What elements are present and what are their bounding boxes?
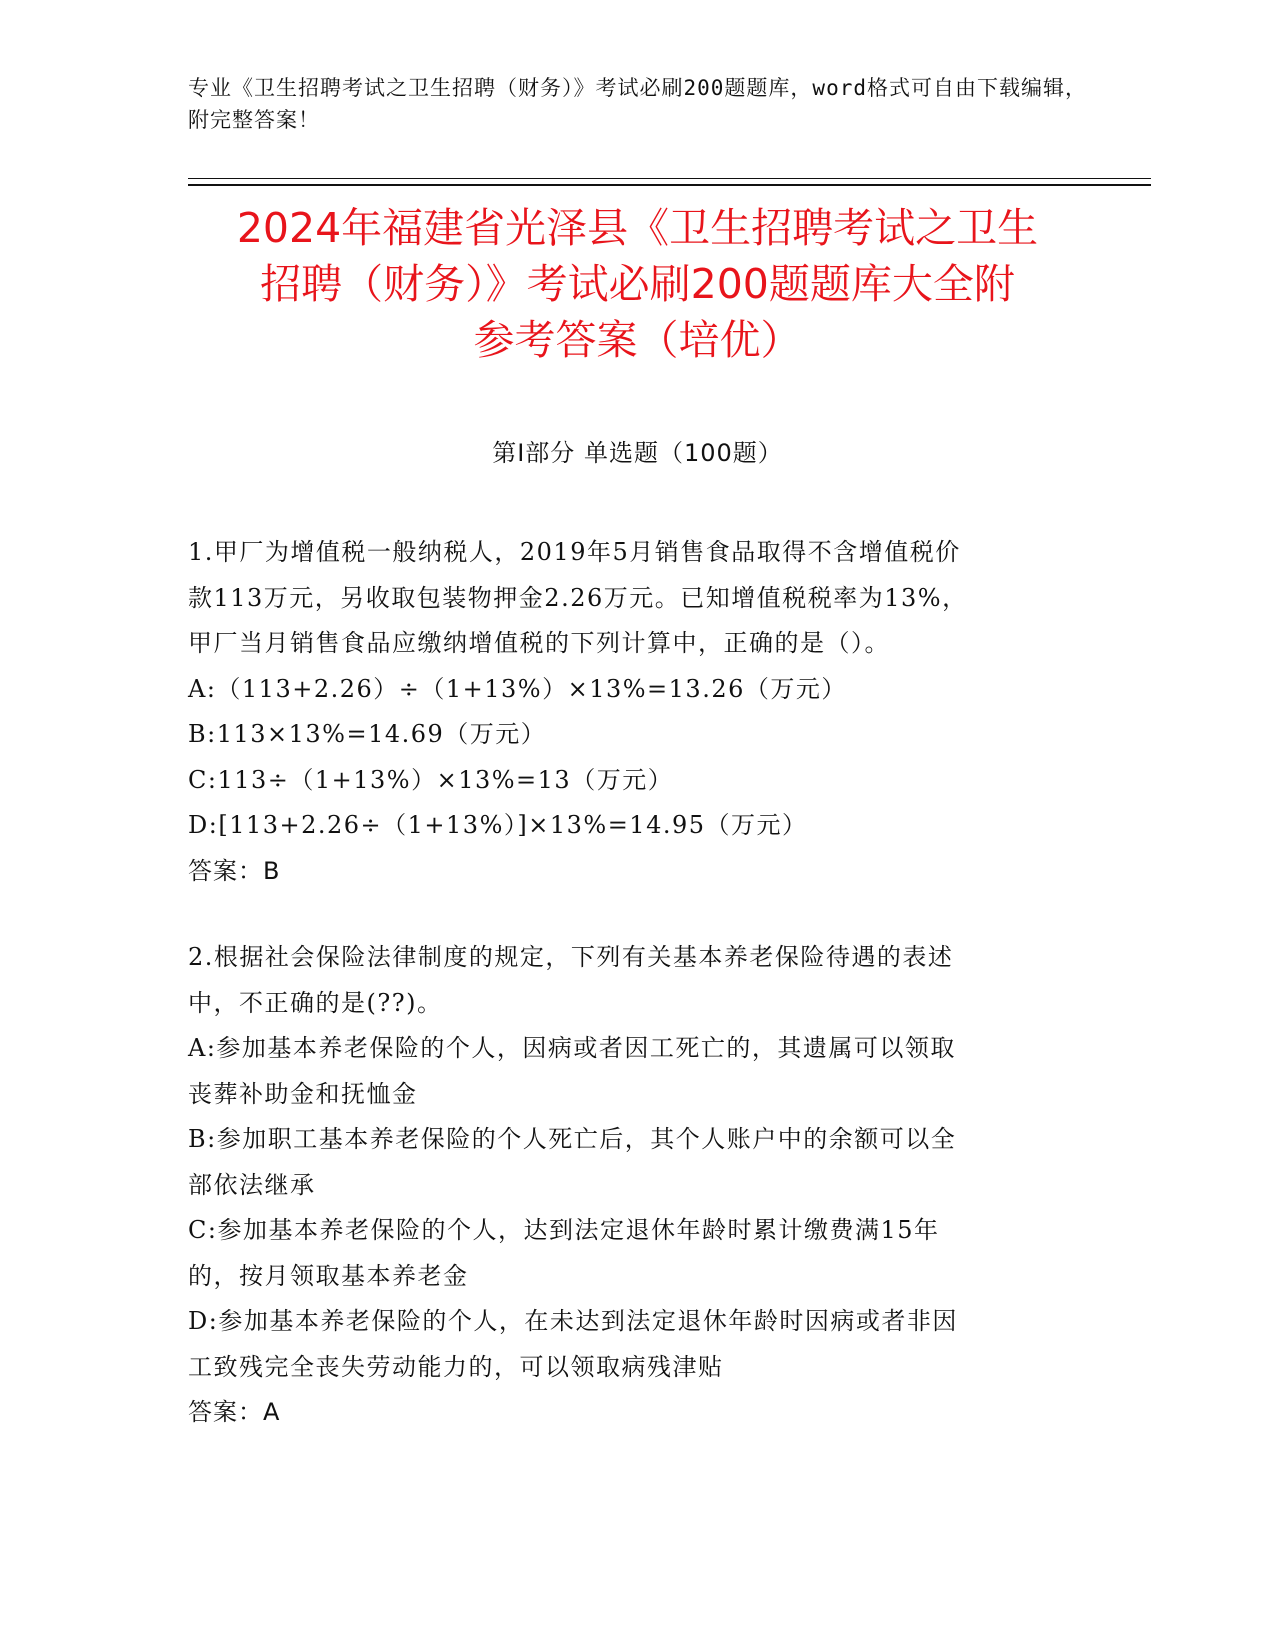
option-d: D:参加基本养老保险的个人，在未达到法定退休年龄时因病或者非因 xyxy=(188,1307,958,1335)
document-title-line: 参考答案（培优） xyxy=(473,316,802,364)
header-note: 专业《卫生招聘考试之卫生招聘（财务）》考试必刷200题题库，word格式可自由下载编辑，附完整答案！ xyxy=(188,76,1087,132)
question-stem-line: 中，不正确的是(??)。 xyxy=(188,988,443,1017)
question-stem-line: 甲厂当月销售食品应缴纳增值税的下列计算中，正确的是（）。 xyxy=(188,629,890,657)
answer-line: 答案：A xyxy=(188,1398,281,1426)
question-stem-line: 2.根据社会保险法律制度的规定，下列有关基本养老保险待遇的表述 xyxy=(188,943,954,971)
option-d-continued: 工致残完全丧失劳动能力的，可以领取病残津贴 xyxy=(188,1352,724,1381)
question-stem-line: 1.甲厂为增值税一般纳税人，2019年5月销售食品取得不含增值税价 xyxy=(188,538,961,566)
header-divider-thin xyxy=(188,178,1151,179)
option-a: A:（113+2.26）÷（1+13%）×13%=13.26（万元） xyxy=(188,674,847,703)
option-d: D:[113+2.26÷（1+13%）]×13%=14.95（万元） xyxy=(188,811,808,839)
document-title xyxy=(150,200,1125,368)
option-a-continued: 丧葬补助金和抚恤金 xyxy=(188,1079,418,1108)
question-2 xyxy=(188,935,1088,1436)
question-1 xyxy=(188,530,1088,894)
question-stem-line: 款113万元，另收取包装物押金2.26万元。已知增值税税率为13%， xyxy=(188,583,968,612)
option-b: B:113×13%=14.69（万元） xyxy=(188,720,547,748)
option-c-continued: 的，按月领取基本养老金 xyxy=(188,1261,469,1290)
option-b-continued: 部依法继承 xyxy=(188,1170,316,1199)
document-title-line: 招聘（财务）》考试必刷200题题库大全附 xyxy=(260,260,1015,308)
option-b: B:参加职工基本养老保险的个人死亡后，其个人账户中的余额可以全 xyxy=(188,1125,957,1153)
option-c: C:参加基本养老保险的个人，达到法定退休年龄时累计缴费满15年 xyxy=(188,1216,940,1244)
header-divider-thick xyxy=(188,184,1151,186)
answer-line: 答案：B xyxy=(188,856,281,885)
option-a: A:参加基本养老保险的个人，因病或者因工死亡的，其遗属可以领取 xyxy=(188,1034,956,1062)
option-c: C:113÷（1+13%）×13%=13（万元） xyxy=(188,765,674,794)
document-title-line: 2024年福建省光泽县《卫生招聘考试之卫生 xyxy=(236,204,1039,252)
section-heading: 第Ⅰ部分 单选题（100题） xyxy=(492,439,783,467)
